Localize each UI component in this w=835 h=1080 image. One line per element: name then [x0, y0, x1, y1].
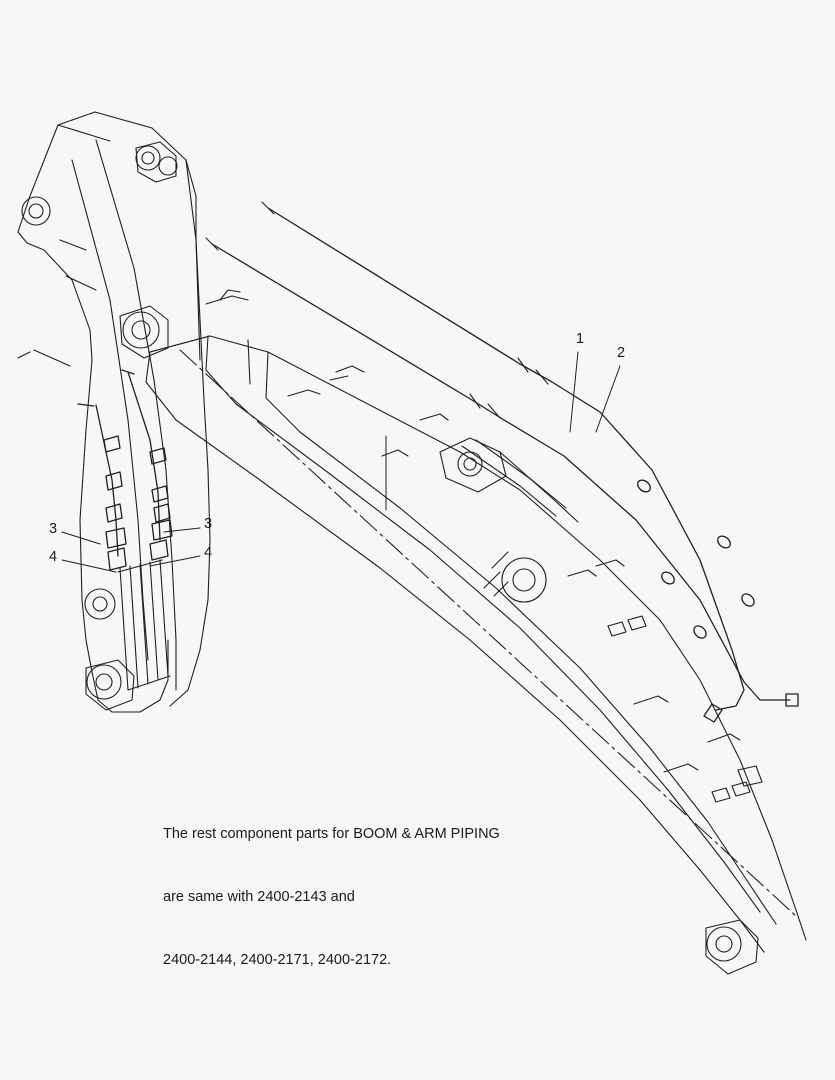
- callout-3-left: 3: [49, 521, 58, 537]
- callout-4-left: 4: [49, 549, 58, 565]
- callout-3-right: 3: [204, 516, 213, 532]
- arm-structure: [18, 112, 213, 712]
- note-line-1: The rest component parts for BOOM & ARM PIPING: [163, 826, 500, 842]
- hose-guard-bundle: [118, 560, 170, 690]
- hydraulic-piping: [78, 202, 798, 722]
- callout-1: 1: [576, 331, 585, 347]
- arm-top-piping: [206, 290, 740, 772]
- callout-2: 2: [617, 345, 626, 361]
- callout-4-right: 4: [204, 545, 213, 561]
- drawing-note: [163, 782, 583, 1013]
- note-line-2: are same with 2400-2143 and: [163, 889, 355, 905]
- note-line-3: 2400-2144, 2400-2171, 2400-2172.: [163, 952, 392, 968]
